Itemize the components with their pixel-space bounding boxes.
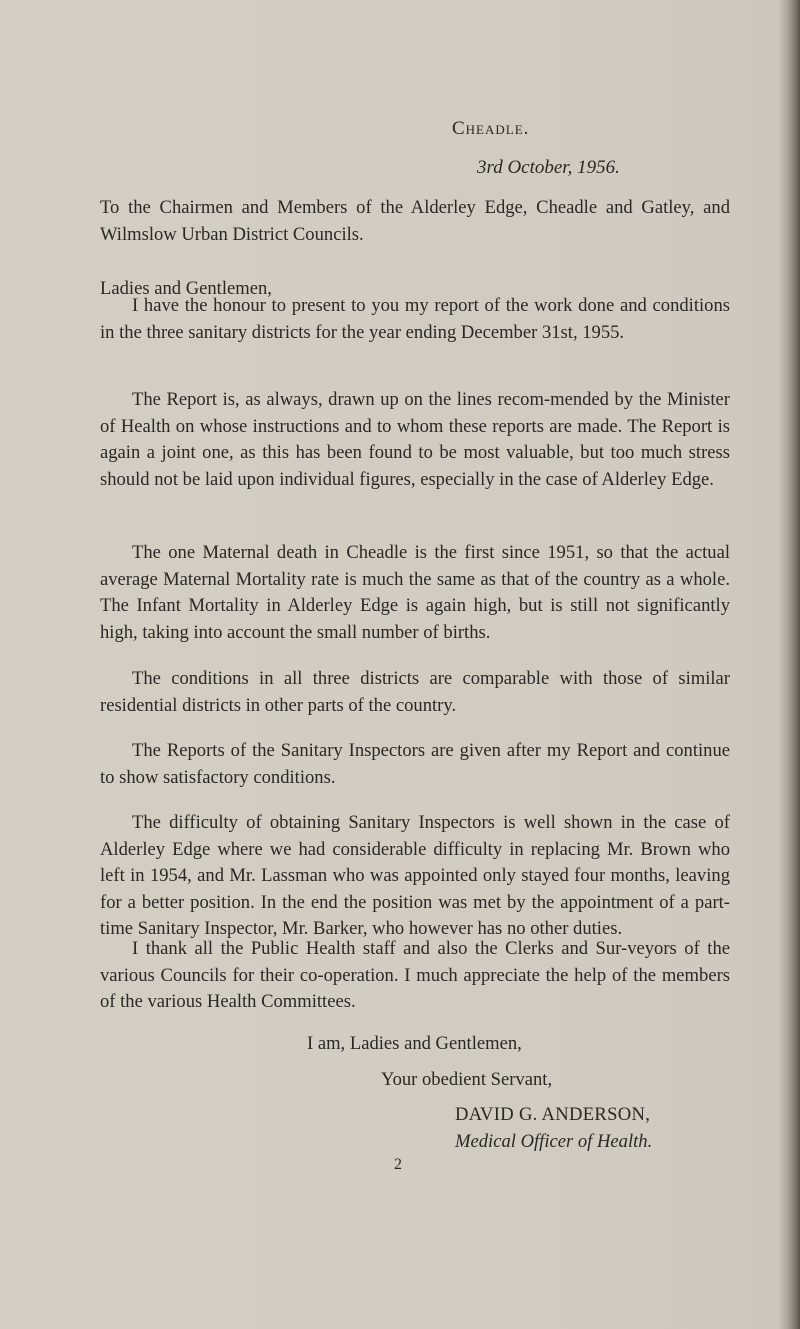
paragraph-report-lines: The Report is, as always, drawn up on the lines recom-mended by the Minister of Health on whose instructions and to whom these reports are made. The Report is again a joint one, as this has been found to be most valuable, but too much stress should not be laid upon individual figures, especially in the case of Alderley Edge. <box>100 389 730 490</box>
page-number: 2 <box>394 1156 402 1173</box>
paragraph-maternal-death: The one Maternal death in Cheadle is the first since 1951, so that the actual average Maternal Mortality rate is much the same as that of the country as a whole. The Infant Mortality in Alderley Edge is again high, but is still not significantly high, taking into account the small number of births. <box>100 542 730 643</box>
paragraph-thanks: I thank all the Public Health staff and also the Clerks and Sur-veyors of the various Councils for their co-operation. I much appreciate the help of the members of the various Health Committees. <box>100 938 730 1012</box>
closing-line-2: Your obedient Servant, <box>381 1069 553 1090</box>
paragraph-report-intro: I have the honour to present to you my report of the work done and conditions in the three sanitary districts for the year ending December 31st, 1955. <box>100 295 730 343</box>
letter-date: 3rd October, 1956. <box>477 157 620 178</box>
paragraph-conditions: The conditions in all three districts are comparable with those of similar residential districts in other parts of the country. <box>100 668 730 716</box>
signature-name: DAVID G. ANDERSON, <box>455 1104 651 1125</box>
addressee-paragraph: To the Chairmen and Members of the Alderley Edge, Cheadle and Gatley, and Wilmslow Urban District Councils. <box>100 197 730 245</box>
signature-title: Medical Officer of Health. <box>455 1131 653 1152</box>
paragraph-sanitary-difficulty: The difficulty of obtaining Sanitary Inspectors is well shown in the case of Alderley Edge where we had considerable difficulty in replacing Mr. Brown who left in 1954, and Mr. Lassman who was appointed only stayed four months, leaving for a better position. In the end the position was met by the appointment of a part-time Sanitary Inspector, Mr. Barker, who however has no other duties. <box>100 812 730 939</box>
page-edge-shadow <box>778 0 800 1329</box>
salutation: Ladies and Gentlemen, <box>100 278 272 299</box>
closing-line-1: I am, Ladies and Gentlemen, <box>307 1033 522 1054</box>
letter-place: Cheadle. <box>452 118 530 139</box>
paragraph-sanitary-reports: The Reports of the Sanitary Inspectors are given after my Report and continue to show satisfactory conditions. <box>100 740 730 788</box>
